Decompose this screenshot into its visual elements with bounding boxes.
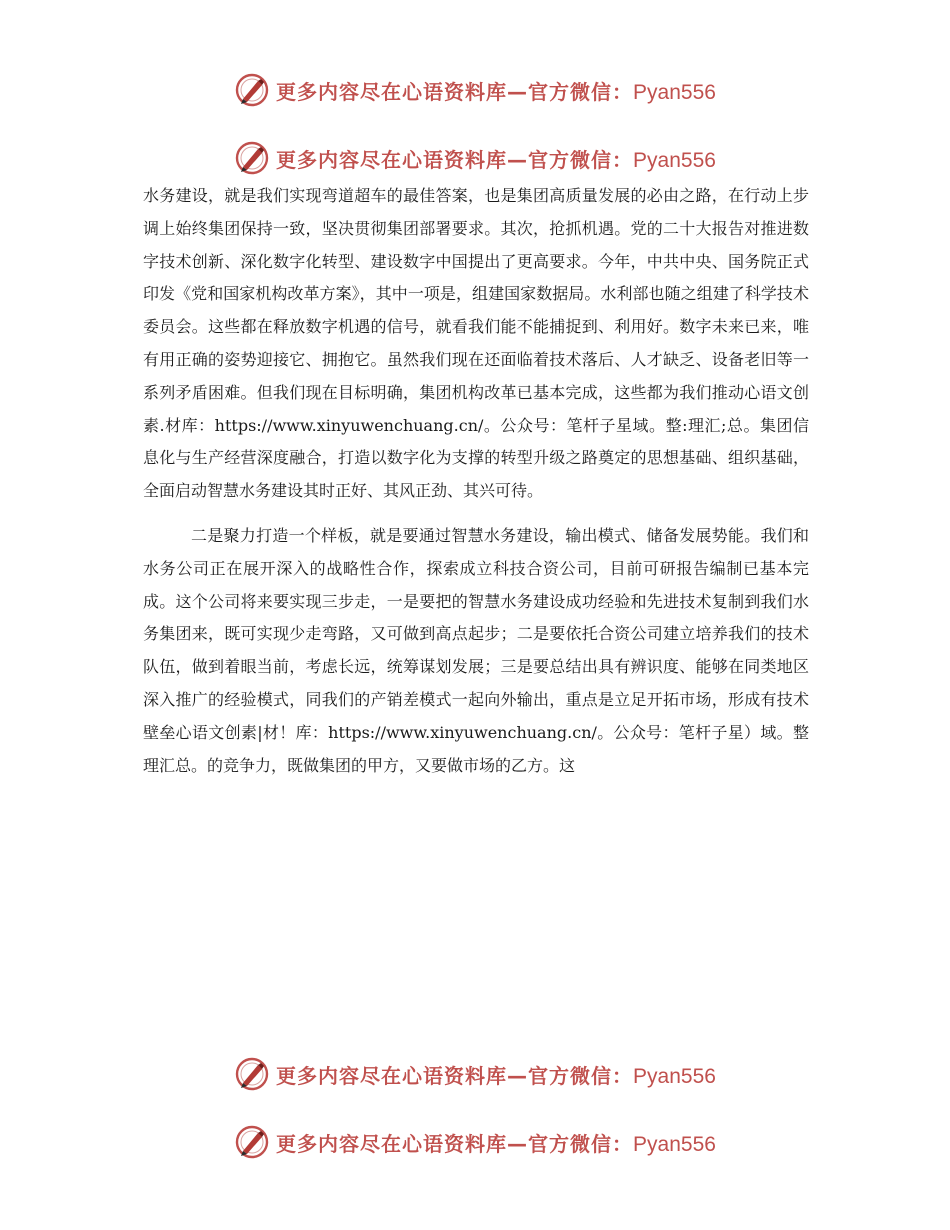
red-pen-seal-icon bbox=[234, 1124, 270, 1160]
watermark-banner bbox=[0, 138, 950, 178]
banner-text: 更多内容尽在心语资料库—官方微信：Pyan556 bbox=[276, 1131, 716, 1156]
paragraph: 二是聚力打造一个样板，就是要通过智慧水务建设，输出模式、储备发展势能。我们和水务公司正在展开深入的战略性合作，探索成立科技合资公司，目前可研报告编制已基本完成。这个公司将来要实现三步走，一是要把的智慧水务建设成功经验和先进技术复制到我们水务集团来，既可实现少走弯路，又可做到高点起步；二是要依托合资公司建立培养我们的技术队伍，做到着眼当前，考虑长远，统筹谋划发展；三是要总结出具有辨识度、能够在同类地区深入推广的经验模式，同我们的产销差模式一起向外输出，重点是立足开拓市场，形成有技术壁垒心语文创素|材！库：https://www.xinyuwenchuang.cn/。公众号：笔杆子星）域。整理汇总。的竞争力，既做集团的甲方，又要做市场的乙方。这 bbox=[143, 525, 809, 775]
red-pen-seal-icon bbox=[234, 72, 270, 108]
red-pen-seal-icon bbox=[234, 140, 270, 176]
banner-text: 更多内容尽在心语资料库—官方微信：Pyan556 bbox=[276, 79, 716, 104]
banner-wechat-id: Pyan556 bbox=[633, 1064, 716, 1088]
banner-text: 更多内容尽在心语资料库—官方微信：Pyan556 bbox=[276, 147, 716, 172]
banner-wechat-id: Pyan556 bbox=[633, 148, 716, 172]
watermark-banner bbox=[0, 1122, 950, 1162]
document-body bbox=[143, 180, 809, 794]
banner-wechat-id: Pyan556 bbox=[633, 80, 716, 104]
paragraph: 水务建设，就是我们实现弯道超车的最佳答案，也是集团高质量发展的必由之路，在行动上步调上始终集团保持一致，坚决贯彻集团部署要求。其次，抢抓机遇。党的二十大报告对推进数字技术创新、深化数字化转型、建设数字中国提出了更高要求。今年，中共中央、国务院正式印发《党和国家机构改革方案》，其中一项是，组建国家数据局。水利部也随之组建了科学技术委员会。这些都在释放数字机遇的信号，就看我们能不能捕捉到、利用好。数字未来已来，唯有用正确的姿势迎接它、拥抱它。虽然我们现在还面临着技术落后、人才缺乏、设备老旧等一系列矛盾困难。但我们现在目标明确，集团机构改革已基本完成，这些都为我们推动心语文创素.材库：https://www.xinyuwenchuang.cn/。公众号：笔杆子星域。整:理汇;总。集团信息化与生产经营深度融合，打造以数字化为支撑的转型升级之路奠定的思想基础、组织基础，全面启动智慧水务建设其时正好、其风正劲、其兴可待。 bbox=[143, 186, 809, 501]
watermark-banner bbox=[0, 1054, 950, 1094]
banner-wechat-id: Pyan556 bbox=[633, 1132, 716, 1156]
watermark-banner bbox=[0, 70, 950, 110]
red-pen-seal-icon bbox=[234, 1056, 270, 1092]
banner-text: 更多内容尽在心语资料库—官方微信：Pyan556 bbox=[276, 1063, 716, 1088]
